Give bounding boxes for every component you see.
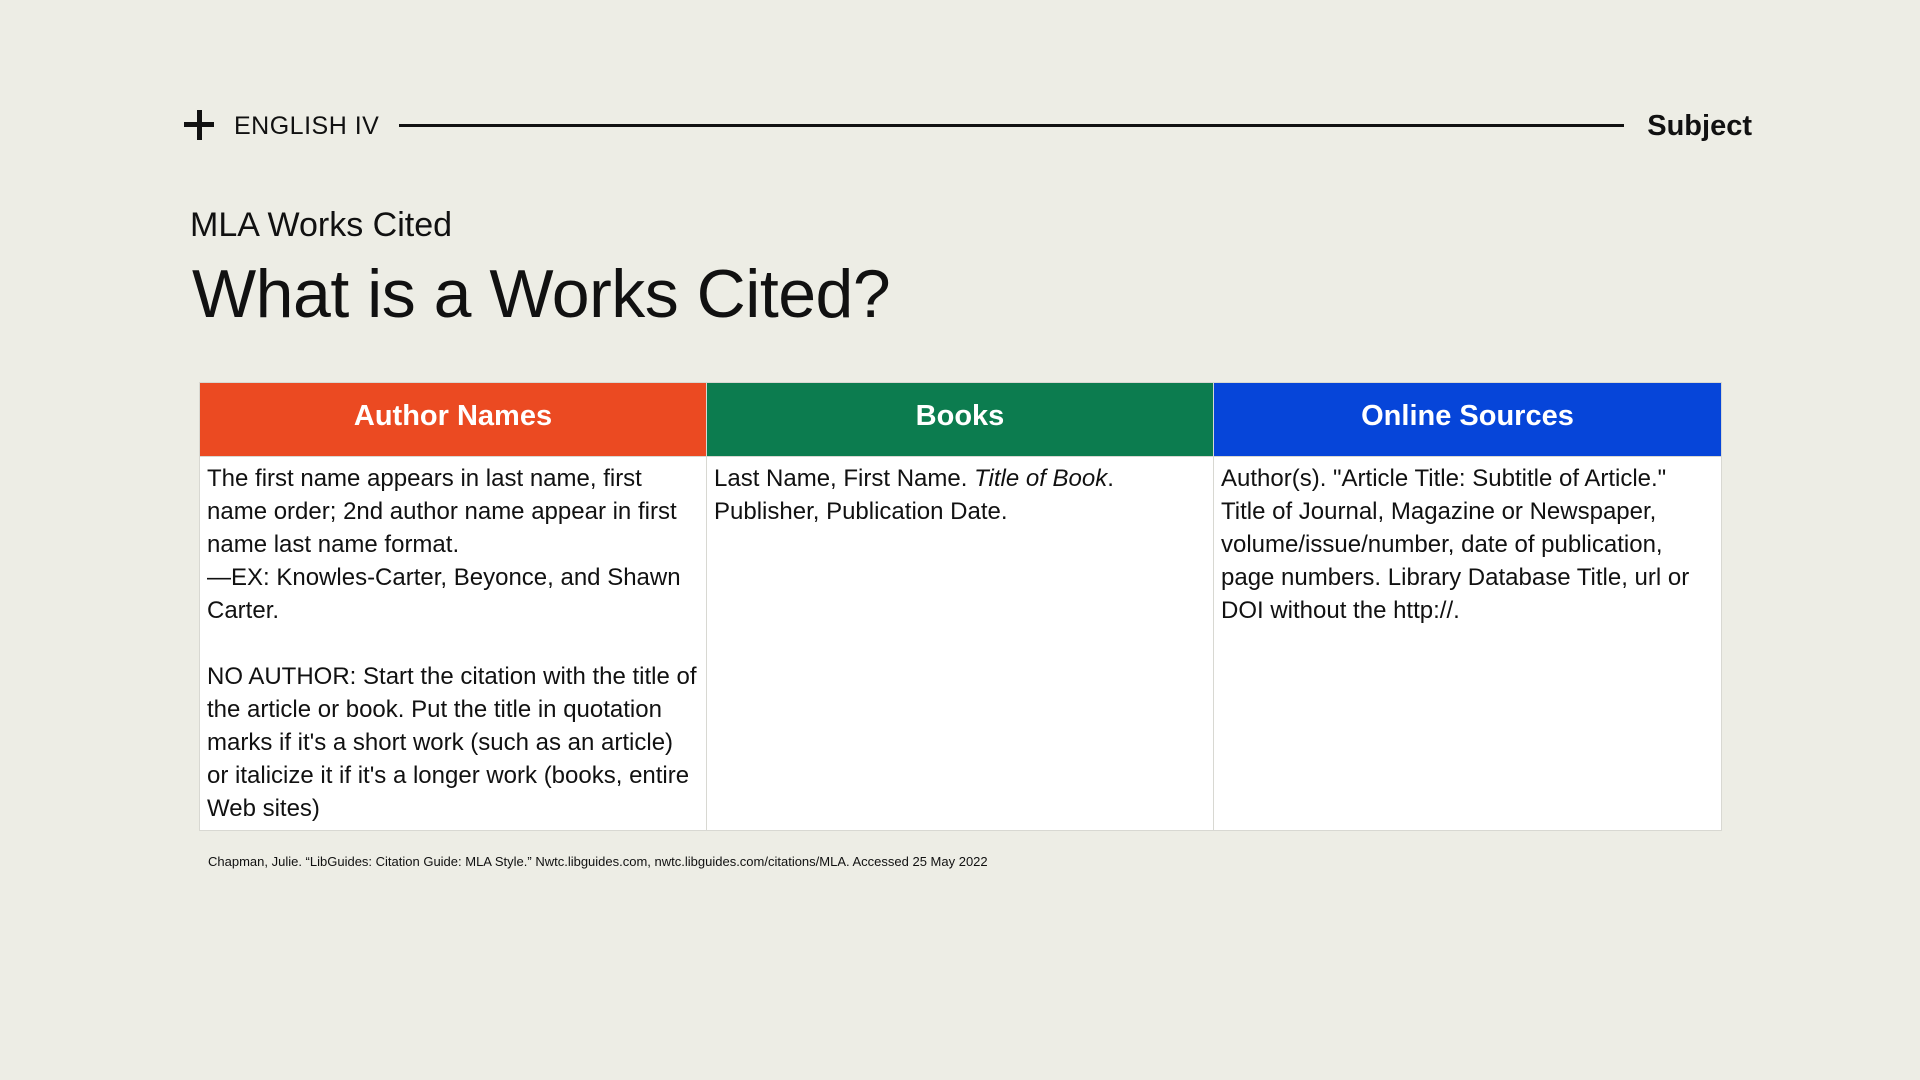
books-format-title: Title of Book	[974, 465, 1108, 492]
header-books: Books	[707, 383, 1214, 457]
spacer	[207, 627, 699, 660]
works-cited-table	[199, 382, 1722, 831]
cell-online-sources: Author(s). "Article Title: Subtitle of Article." Title of Journal, Magazine or Newspaper, volume/issue/number, date of publication, page numbers. Library Database Title, url or DOI without the http://.	[1214, 457, 1722, 831]
page-title: What is a Works Cited?	[192, 256, 891, 332]
header-divider	[399, 124, 1624, 127]
author-names-no-author: NO AUTHOR: Start the citation with the title of the article or book. Put the title in quotation marks if it's a short work (such as an article) or italicize it if it's a longer work (books, entire Web sites)	[207, 663, 697, 822]
plus-icon	[184, 110, 214, 140]
author-names-rule: The first name appears in last name, first name order; 2nd author name appear in first name last name format.	[207, 465, 677, 558]
header-author-names: Author Names	[200, 383, 707, 457]
cell-books	[707, 457, 1214, 831]
cell-author-names	[200, 457, 707, 831]
section-kicker: MLA Works Cited	[190, 206, 453, 244]
author-names-example: —EX: Knowles-Carter, Beyonce, and Shawn Carter.	[207, 564, 681, 624]
table-header-row	[200, 383, 1722, 457]
course-label: ENGLISH IV	[234, 112, 380, 140]
subject-label: Subject	[1647, 110, 1752, 142]
slide-header	[184, 106, 1752, 146]
table-row	[200, 457, 1722, 831]
header-online-sources: Online Sources	[1214, 383, 1722, 457]
books-format-suffix: . Publisher, Publication Date.	[714, 465, 1114, 525]
citation-footnote: Chapman, Julie. “LibGuides: Citation Guide: MLA Style.” Nwtc.libguides.com, nwtc.libguides.com/citations/MLA. Accessed 25 May 2022	[208, 854, 988, 869]
books-format-prefix: Last Name, First Name.	[714, 465, 975, 492]
